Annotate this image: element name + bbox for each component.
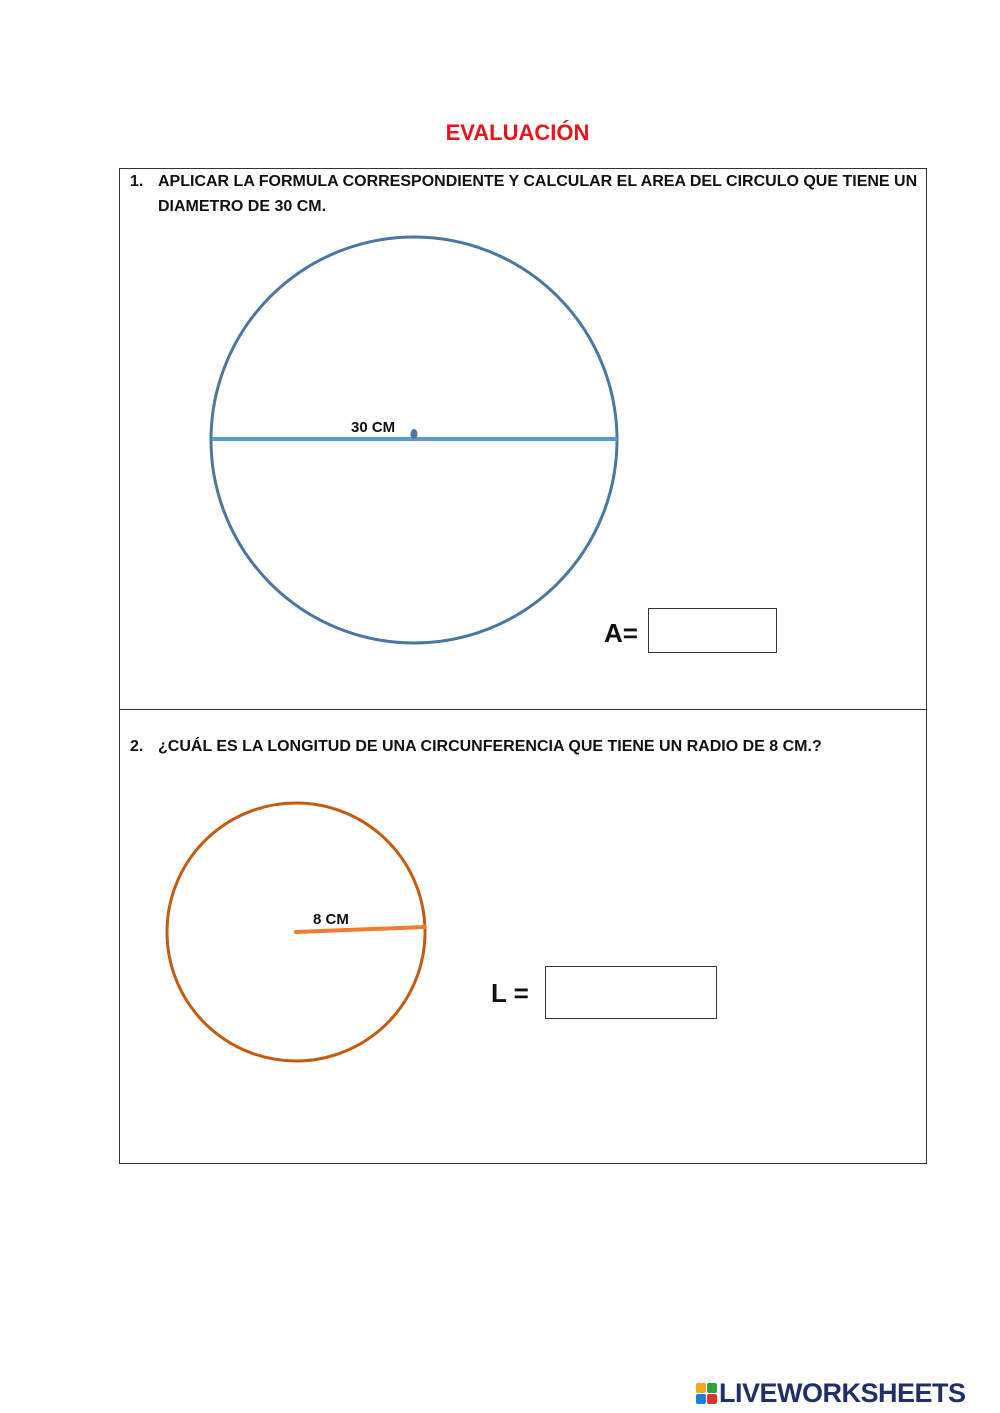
question-2-number: 2. (130, 738, 144, 755)
length-answer-label: L = (491, 978, 529, 1008)
page-title: EVALUACIÓN (445, 120, 590, 145)
question-1-text: APLICAR LA FORMULA CORRESPONDIENTE Y CALCULAR EL AREA DEL CIRCULO QUE TIENE UN DIAMETRO DE 30 CM. (158, 173, 918, 215)
circle-diameter-figure (120, 169, 926, 709)
logo-square-1 (696, 1383, 706, 1393)
logo-square-2 (707, 1383, 717, 1393)
question-2-box (119, 709, 927, 1164)
question-2-text: ¿CUÁL ES LA LONGITUD DE UNA CIRCUNFERENCIA QUE TIENE UN RADIO DE 8 CM.? (158, 738, 822, 755)
liveworksheets-logo (696, 1378, 966, 1408)
question-1-number: 1. (130, 173, 144, 190)
area-answer-label: A= (604, 618, 638, 648)
length-answer-box[interactable] (545, 966, 717, 1019)
logo-square-3 (696, 1394, 706, 1404)
radius-label: 8 CM (313, 911, 349, 928)
question-1-box (119, 168, 927, 710)
logo-text: LIVEWORKSHEETS (719, 1377, 966, 1408)
logo-square-4 (707, 1394, 717, 1404)
circle-radius-figure (120, 710, 926, 1163)
logo-icon (696, 1383, 717, 1404)
center-point (411, 429, 418, 439)
area-answer-box[interactable] (648, 608, 777, 653)
diameter-label: 30 CM (351, 419, 396, 436)
